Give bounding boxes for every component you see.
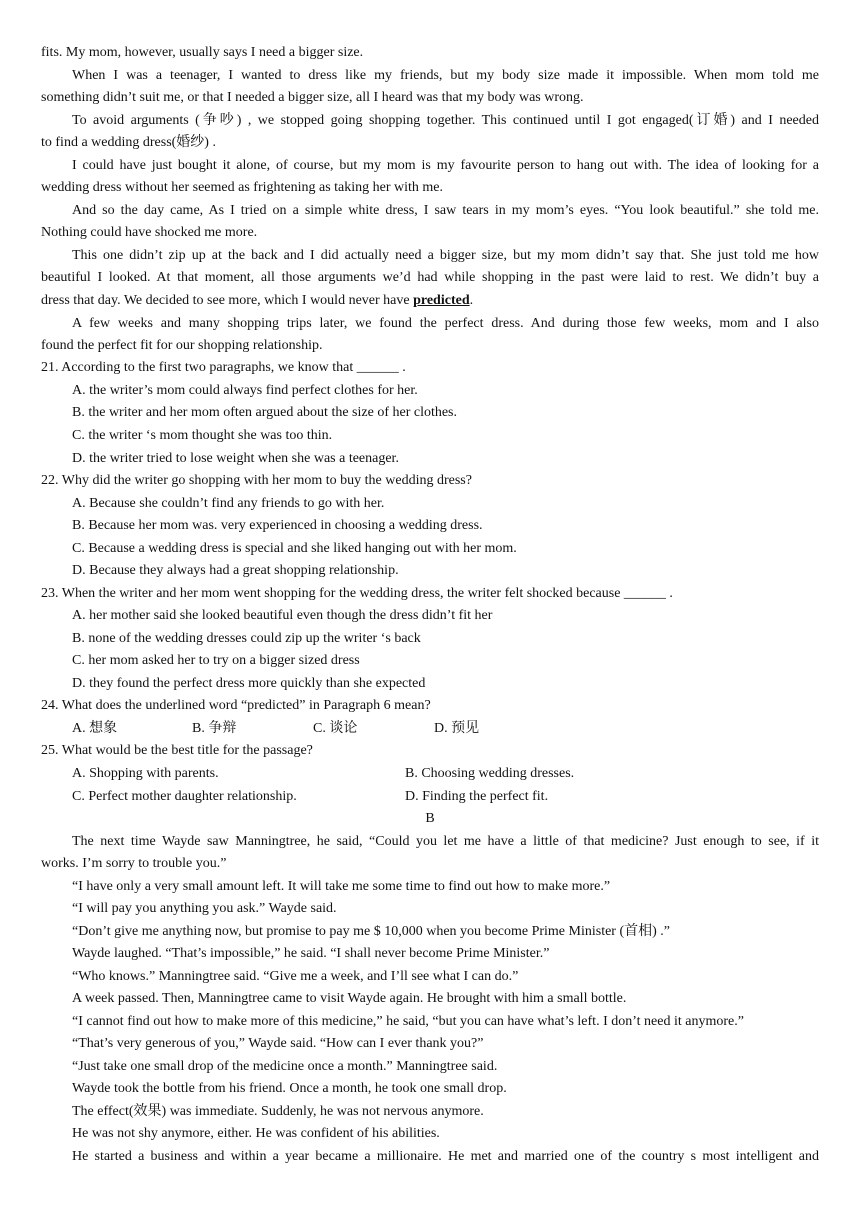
text-run: dress that day. We decided to see more, which I would never have — [41, 293, 414, 308]
answer-option: C. Because a wedding dress is special and she liked hanging out with her mom. — [72, 541, 517, 556]
paragraph-line: He was not shy anymore, either. He was confident of his abilities. — [72, 1126, 440, 1141]
question-stem: 25. What would be the best title for the passage? — [41, 743, 313, 758]
paragraph-line: “Just take one small drop of the medicine once a month.” Manningtree said. — [72, 1059, 498, 1074]
paragraph-line: “I cannot find out how to make more of this medicine,” he said, “but you can have what’s left. I don’t need it anymore.” — [72, 1014, 744, 1029]
paragraph-line: Wayde took the bottle from his friend. Once a month, he took one small drop. — [72, 1081, 507, 1096]
answer-option: C. 谈论 — [313, 721, 358, 736]
paragraph-line: This one didn’t zip up at the back and I did actually need a bigger size, but my mom didn’t say that. She just told me how — [72, 248, 819, 263]
answer-option: D. the writer tried to lose weight when she was a teenager. — [72, 451, 399, 466]
paragraph-line: And so the day came, As I tried on a simple white dress, I saw tears in my mom’s eyes. “You look beautiful.” she told me. — [72, 203, 819, 218]
paragraph-line: something didn’t suit me, or that I needed a bigger size, all I heard was that my body was wrong. — [41, 90, 584, 105]
paragraph-line: A few weeks and many shopping trips later, we found the perfect dress. And during those few weeks, mom and I also — [72, 316, 819, 331]
answer-option: A. her mother said she looked beautiful even though the dress didn’t fit her — [72, 608, 493, 623]
answer-option: D. Finding the perfect fit. — [405, 789, 549, 804]
answer-option: B. none of the wedding dresses could zip up the writer ‘s back — [72, 631, 421, 646]
paragraph-line: “Who knows.” Manningtree said. “Give me a week, and I’ll see what I can do.” — [72, 969, 519, 984]
answer-option: D. 预见 — [434, 721, 480, 736]
paragraph-line: “That’s very generous of you,” Wayde said. “How can I ever thank you?” — [72, 1036, 484, 1051]
paragraph-line: The effect(效果) was immediate. Suddenly, he was not nervous anymore. — [72, 1104, 484, 1119]
section-heading: B — [425, 811, 435, 826]
paragraph-line: When I was a teenager, I wanted to dress like my friends, but my body size made it impossible. When mom told me — [72, 68, 819, 83]
paragraph-line: to find a wedding dress(婚纱) . — [41, 135, 216, 150]
answer-option: C. Perfect mother daughter relationship. — [72, 789, 297, 804]
question-stem: 22. Why did the writer go shopping with her mom to buy the wedding dress? — [41, 473, 472, 488]
paragraph-line: He started a business and within a year became a millionaire. He met and married one of the country s most intelligent and — [72, 1149, 819, 1164]
paragraph-line: “Don’t give me anything now, but promise to pay me $ 10,000 when you become Prime Minister (首相) .” — [72, 924, 671, 939]
paragraph-line: A week passed. Then, Manningtree came to visit Wayde again. He brought with him a small bottle. — [72, 991, 627, 1006]
paragraph-line: works. I’m sorry to trouble you.” — [41, 856, 227, 871]
answer-option: D. Because they always had a great shopping relationship. — [72, 563, 399, 578]
paragraph-line: Nothing could have shocked me more. — [41, 225, 258, 240]
paragraph-line — [41, 292, 473, 310]
question-stem: 24. What does the underlined word “predicted” in Paragraph 6 mean? — [41, 698, 431, 713]
paragraph-line: fits. My mom, however, usually says I need a bigger size. — [41, 45, 364, 60]
answer-option: B. Choosing wedding dresses. — [405, 766, 575, 781]
answer-option: B. 争辩 — [192, 721, 237, 736]
question-stem: 21. According to the first two paragraphs, we know that ______ . — [41, 360, 406, 375]
paragraph-line: Wayde laughed. “That’s impossible,” he said. “I shall never become Prime Minister.” — [72, 946, 550, 961]
paragraph-line: wedding dress without her seemed as frightening as taking her with me. — [41, 180, 444, 195]
paragraph-line: found the perfect fit for our shopping relationship. — [41, 338, 323, 353]
answer-option: B. Because her mom was. very experienced in choosing a wedding dress. — [72, 518, 483, 533]
paragraph-line: To avoid arguments (争吵) , we stopped going shopping together. This continued until I got engaged(订婚) and I needed — [72, 113, 819, 128]
text-run: . — [469, 293, 474, 308]
paragraph-line: beautiful I looked. At that moment, all those arguments we’d had while shopping in the past were laid to rest. We didn’t buy a — [41, 270, 819, 285]
answer-option: A. 想象 — [72, 721, 118, 736]
paragraph-line: The next time Wayde saw Manningtree, he said, “Could you let me have a little of that medicine? Just enough to see, if it — [72, 834, 819, 849]
answer-option: A. Because she couldn’t find any friends to go with her. — [72, 496, 385, 511]
answer-option: A. Shopping with parents. — [72, 766, 219, 781]
answer-option: D. they found the perfect dress more quickly than she expected — [72, 676, 426, 691]
answer-option: C. her mom asked her to try on a bigger sized dress — [72, 653, 360, 668]
answer-option: C. the writer ‘s mom thought she was too thin. — [72, 428, 333, 443]
paragraph-line: I could have just bought it alone, of course, but my mom is my favourite person to hang out with. The idea of looking for a — [72, 158, 819, 173]
answer-option: B. the writer and her mom often argued about the size of her clothes. — [72, 405, 458, 420]
paragraph-line: “I will pay you anything you ask.” Wayde said. — [72, 901, 337, 916]
underlined-word: predicted — [413, 293, 470, 308]
paragraph-line: “I have only a very small amount left. It will take me some time to find out how to make more.” — [72, 879, 611, 894]
answer-option: A. the writer’s mom could always find perfect clothes for her. — [72, 383, 418, 398]
question-stem: 23. When the writer and her mom went shopping for the wedding dress, the writer felt shocked because ______ . — [41, 586, 673, 601]
